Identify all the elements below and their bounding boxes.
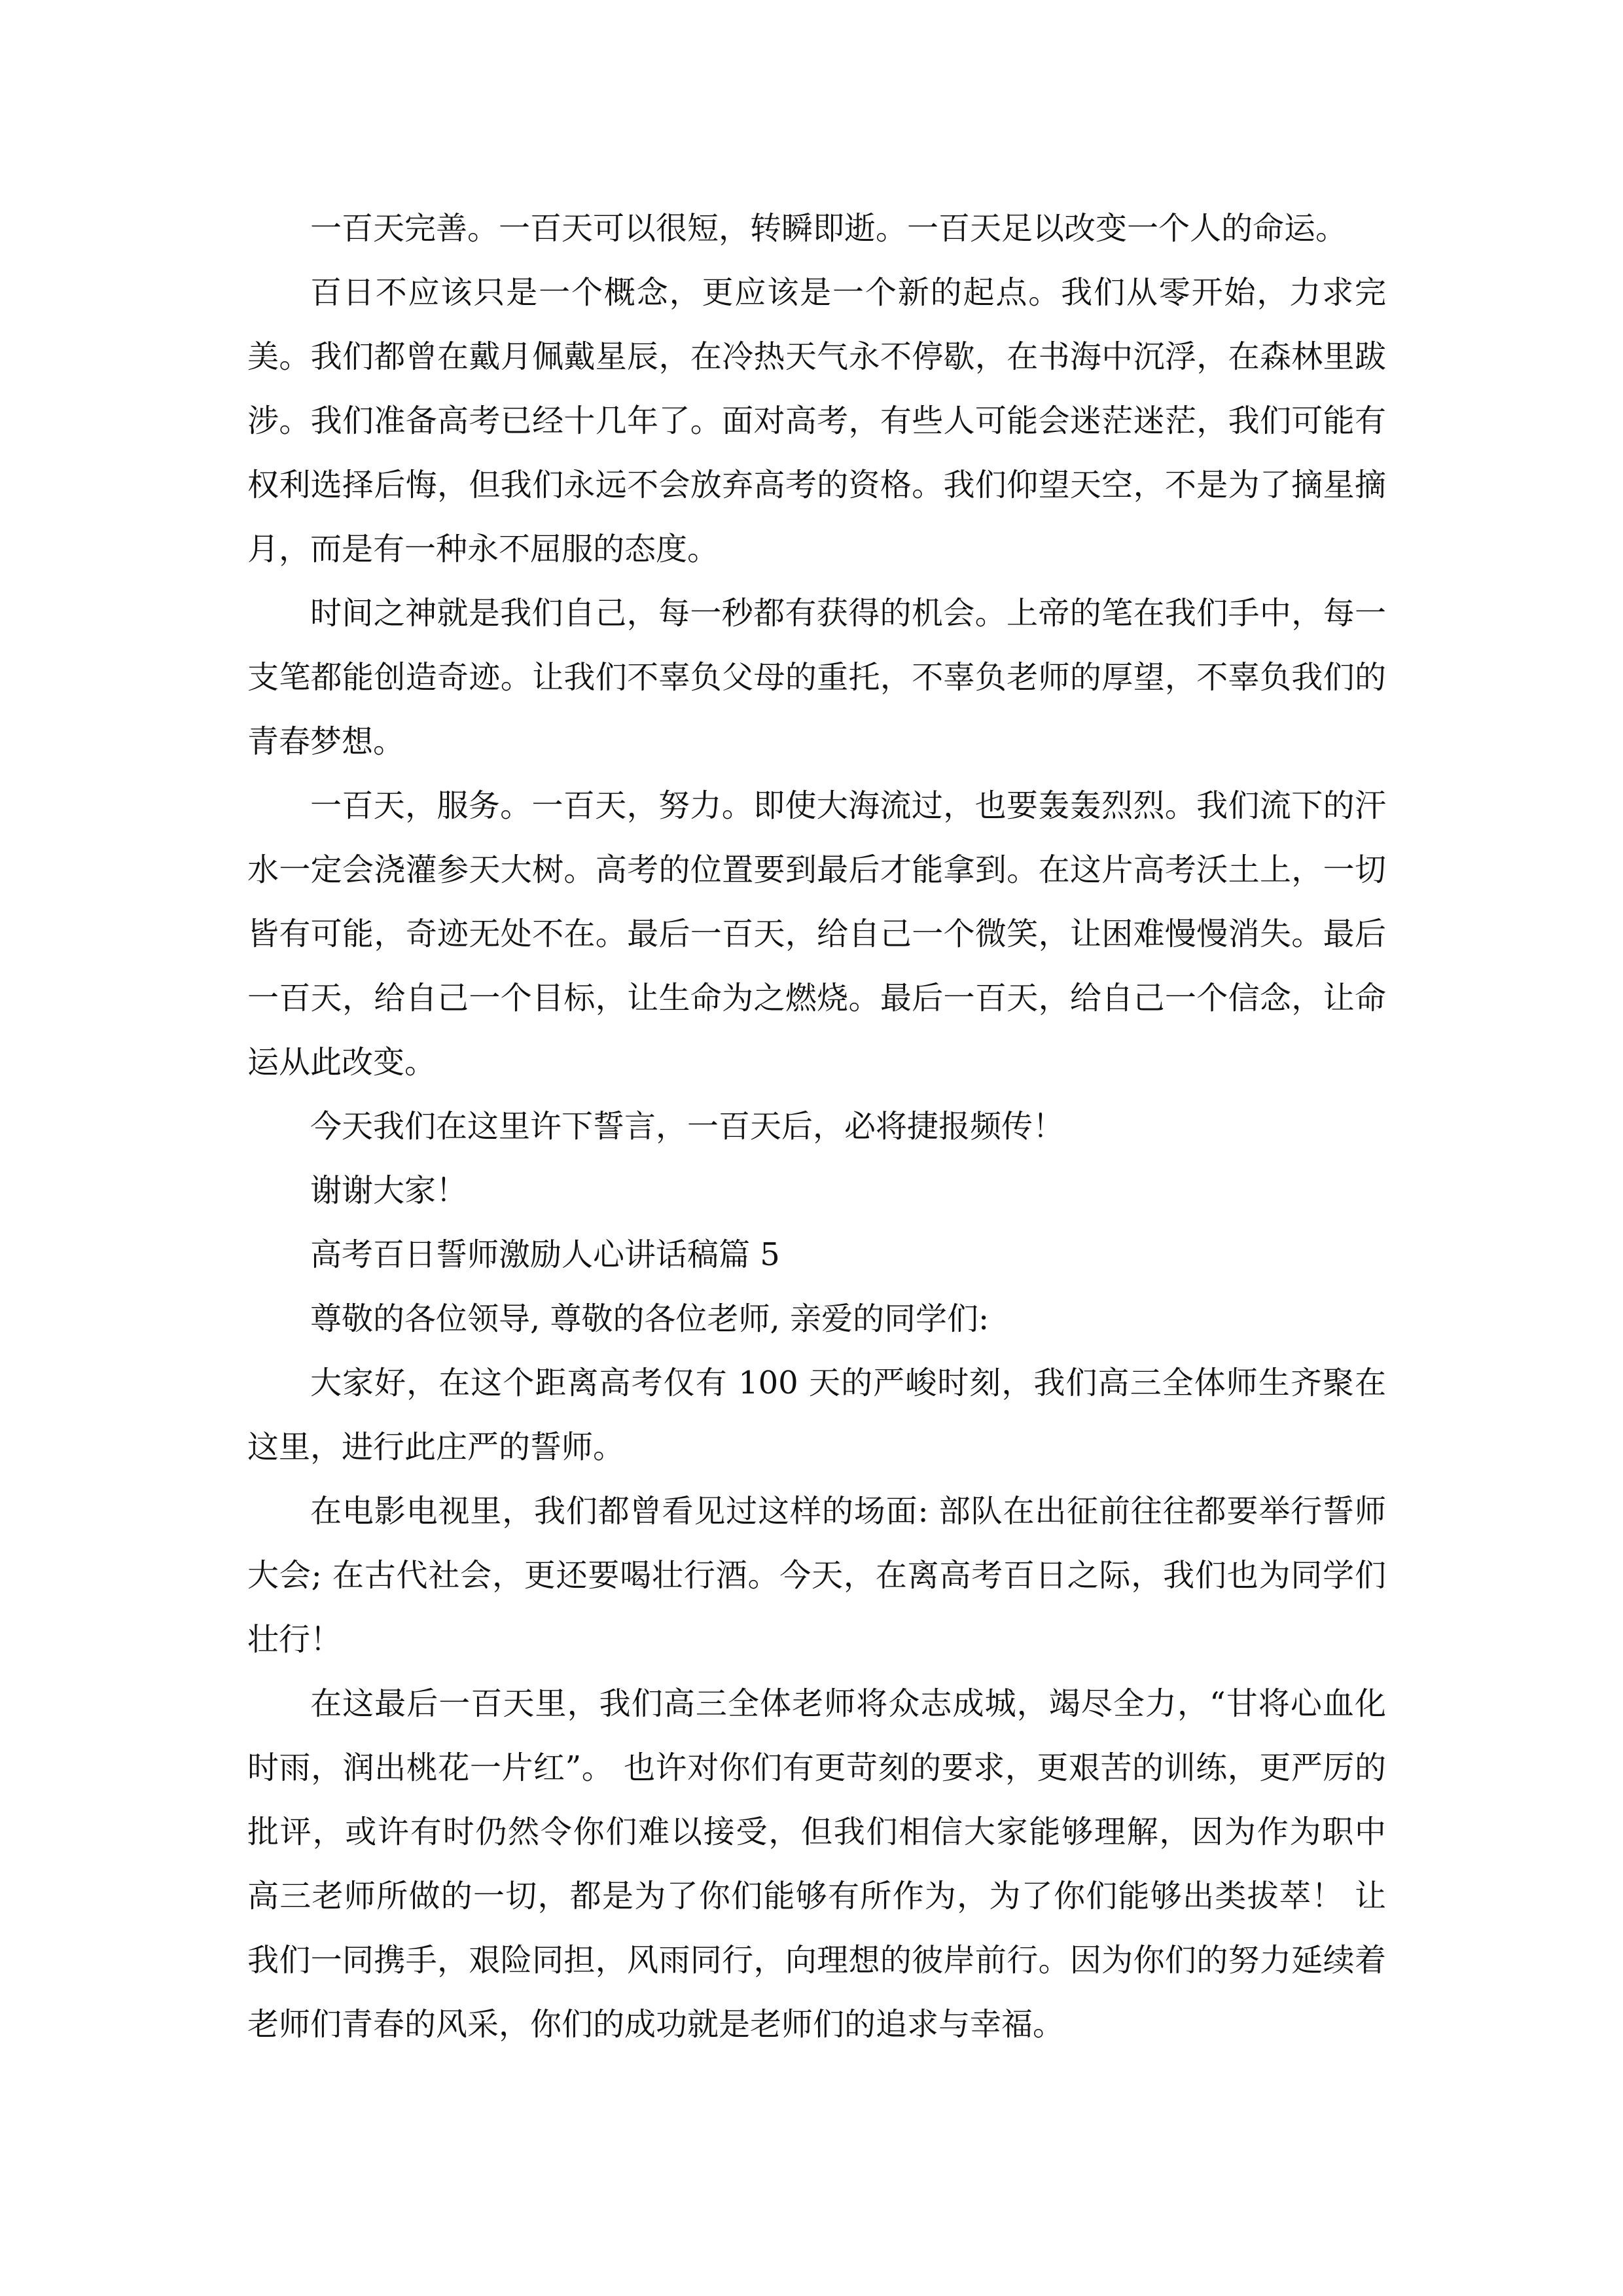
paragraph-1: 一百天完善。一百天可以很短，转瞬即逝。一百天足以改变一个人的命运。 bbox=[310, 210, 1347, 247]
document-body bbox=[247, 196, 1386, 2056]
paragraph-thanks: 谢谢大家！ bbox=[310, 1172, 468, 1209]
paragraph-2: 百日不应该只是一个概念，更应该是一个新的起点。我们从零开始，力求完美。我们都曾在戴月佩戴星辰，在冷热天气永不停歇，在书海中沉浮，在森林里跋涉。我们准备高考已经十几年了。面对高考，有些人可能会迷茫迷茫，我们可能有权利选择后悔，但我们永远不会放弃高考的资格。我们仰望天空，不是为了摘星摘月，而是有一种永不屈服的态度。 bbox=[247, 274, 1386, 567]
paragraph-10: 在电影电视里，我们都曾看见过这样的场面: 部队在出征前往往都要举行誓师大会; 在古代社会，更还要喝壮行酒。今天，在离高考百日之际，我们也为同学们壮行！ bbox=[247, 1493, 1386, 1658]
section-heading: 高考百日誓师激励人心讲话稿篇 5 bbox=[310, 1236, 780, 1273]
paragraph-11: 在这最后一百天里，我们高三全体老师将众志成城，竭尽全力，“甘将心血化时雨，润出桃花一片红”。 也许对你们有更苛刻的要求，更艰苦的训练，更严厉的批评，或许有时仍然令你们难以接受，但我们相信大家能够理解，因为作为职中 高三老师所做的一切，都是为了你们能够有所作为，为了你们能够出类拔萃！ 让我们一同携手，艰险同担，风雨同行，向理想的彼岸前行。因为你们的努力延续着老师们青春的风采，你们的成功就是老师们的追求与幸福。 bbox=[247, 1685, 1386, 2043]
paragraph-3: 时间之神就是我们自己，每一秒都有获得的机会。上帝的笔在我们手中，每一支笔都能创造奇迹。让我们不辜负父母的重托，不辜负老师的厚望，不辜负我们的青春梦想。 bbox=[247, 595, 1386, 760]
paragraph-5: 今天我们在这里许下誓言，一百天后，必将捷报频传！ bbox=[310, 1108, 1065, 1145]
paragraph-9: 大家好，在这个距离高考仅有 100 天的严峻时刻，我们高三全体师生齐聚在这里，进行此庄严的誓师。 bbox=[247, 1365, 1386, 1465]
salutation: 尊敬的各位领导, 尊敬的各位老师, 亲爱的同学们: bbox=[310, 1300, 990, 1337]
paragraph-4: 一百天，服务。一百天，努力。即使大海流过，也要轰轰烈烈。我们流下的汗水一定会浇灌参天大树。高考的位置要到最后才能拿到。在这片高考沃土上，一切皆有可能，奇迹无处不在。最后一百天，给自己一个微笑，让困难慢慢消失。最后一百天，给自己一个目标，让生命为之燃烧。最后一百天，给自己一个信念，让命运从此改变。 bbox=[247, 787, 1386, 1081]
